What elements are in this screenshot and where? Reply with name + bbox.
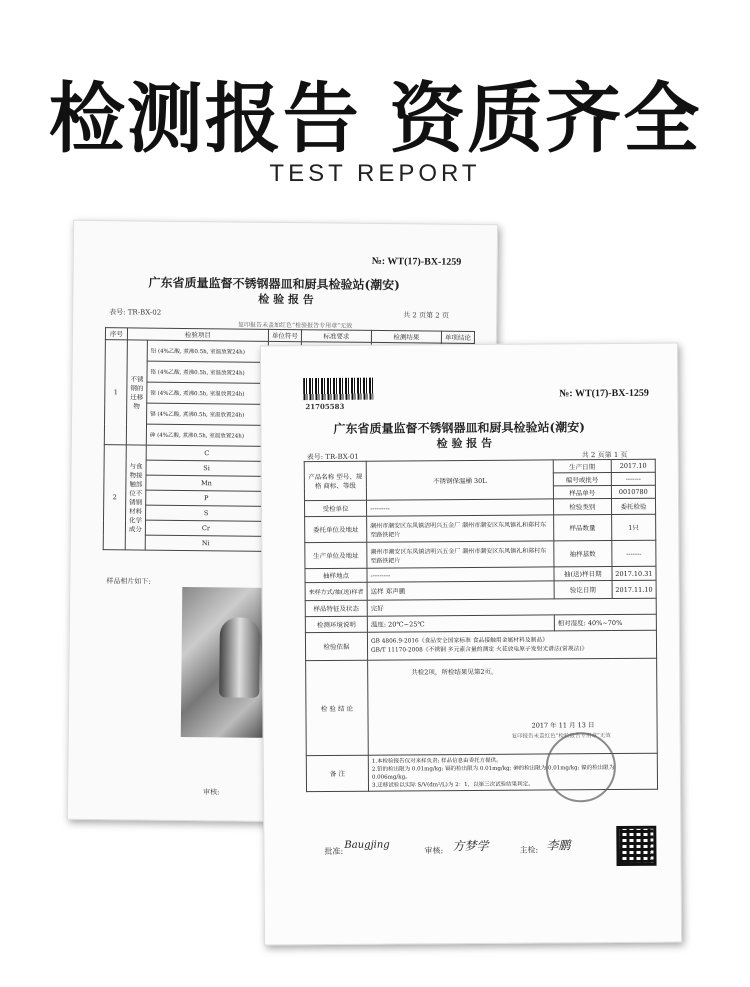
element-cell: Ni	[145, 535, 266, 551]
row-no: 2	[103, 445, 126, 550]
arrive-value: 2017.10.31	[612, 566, 656, 580]
stamp-note: 复印报告未盖红色“检验报告专用章”无效	[511, 733, 611, 740]
report-org: 广东省质量监督不锈钢器皿和厨具检验站(潮安)	[333, 420, 585, 436]
element-cell: C	[146, 445, 267, 461]
client-label: 受检单位	[304, 500, 366, 516]
sample-pot-image	[219, 617, 260, 697]
place-value: ---------	[367, 567, 554, 582]
form-number: 表号: TR-BX-01	[306, 452, 359, 462]
element-cell: Mn	[146, 475, 267, 491]
base-value: -------	[612, 540, 656, 566]
place-label: 抽样地点	[305, 568, 367, 582]
basis-line-2: GB/T 11170-2008《不锈钢 多元素含量的测定 火花放电原子发射光谱法(常规法)》	[371, 645, 588, 654]
item-cell: 铅 (4%乙酸, 煮沸0.5h, 室温放置24h)	[147, 340, 268, 362]
stamp-date: 2017 年 11 月 13 日	[531, 721, 595, 730]
approve-signature: Baugjing	[344, 839, 390, 851]
barcode	[303, 378, 373, 400]
row-no: 1	[104, 340, 127, 445]
batch-value: -------	[611, 472, 655, 485]
item-cell: 镍 (4%乙酸, 煮沸0.5h, 室温放置24h)	[147, 382, 268, 404]
basis-label: 检验依据	[305, 632, 367, 660]
arrive-label: 抽(送)样日期	[554, 567, 612, 581]
copy-notice: 复印报告未盖加红色“检验报告专用章”无效	[238, 321, 353, 330]
prod-date-value: 2017.10	[611, 459, 655, 472]
official-stamp	[546, 732, 616, 802]
remark-line: 3.迁移试验以实际 S/V(dm²/L)为 2：1，以第三次试验结果判定。	[371, 781, 534, 789]
type-label: 检验类别	[553, 499, 611, 515]
remark-label: 备 注	[306, 755, 368, 791]
col-std: 标准要求	[301, 330, 371, 343]
maker-label: 生产单位及地址	[305, 542, 367, 568]
row-category: 不锈钢的迁移物	[126, 340, 147, 445]
photo-label: 样品相片如下:	[106, 577, 151, 586]
reviewer-label: 审核:	[203, 788, 220, 797]
client-value: ---------	[366, 499, 553, 516]
batch-label: 编号或批号	[553, 473, 611, 486]
approve-label: 批准:	[324, 846, 344, 857]
qr-code	[616, 826, 656, 866]
col-judge: 单项结论	[441, 331, 474, 343]
report-title: 检 验 报 告	[258, 292, 314, 307]
remark-line: 1.本检验报告仅对来样负责; 样品信息由委托方提供。	[371, 757, 502, 765]
row-category: 与食物接触部位不锈钢材料化学成分	[125, 445, 146, 550]
sample-no-value: 0010780	[611, 485, 655, 498]
entrust-value: 潮州市潮安区东凤镇洁明兴五金厂 潮州市潮安区东凤镇礼和郑村东至路铁耙片	[367, 515, 554, 542]
barcode-number: 21705583	[305, 401, 345, 412]
finish-value: 2017.11.10	[612, 580, 656, 598]
env-label: 检测环境说明	[305, 616, 367, 632]
env-humidity: 相对湿度: 40%~70%	[554, 614, 656, 631]
report-number: №: WT(17)-BX-1259	[371, 255, 462, 268]
prod-date-label: 生产日期	[553, 460, 611, 473]
sample-no-label: 样品单号	[553, 486, 611, 499]
conclusion-cell	[368, 658, 658, 755]
finish-label: 验讫日期	[554, 581, 612, 599]
env-temp: 温度: 20℃~25℃	[367, 615, 554, 632]
review-label: 审核:	[424, 846, 444, 856]
remark-line: 2.铅的检出限为 0.01mg/kg; 镉的检出限为 0.01mg/kg; 砷的检出限为 0.01mg/kg; 镍的检出限为 0.006mg/kg。	[371, 764, 615, 781]
product-value: 不锈钢保温桶 30L	[366, 460, 553, 500]
qty-value: 1只	[611, 514, 655, 540]
basis-line-1: GB 4806.9-2016《食品安全国家标准 食品接触用金属材料及制品》	[370, 636, 549, 645]
method-value: 送样 郑声鹏	[367, 581, 554, 600]
col-item: 检验项目	[127, 328, 268, 341]
method-label: 来样方式/抽(送)样者	[305, 582, 367, 600]
main-test-signature: 李鹏	[546, 838, 571, 853]
element-cell: Cr	[145, 520, 266, 536]
product-label: 产品名称 型号、规格 商标、等级	[304, 461, 366, 500]
report-title: 检 验 报 告	[436, 436, 493, 451]
page-count: 共 2 页第 1 页	[581, 450, 628, 460]
report-page-1	[260, 343, 682, 946]
col-unit: 单位符号	[268, 329, 301, 341]
review-signature: 方梦学	[452, 838, 489, 854]
col-no: 序号	[105, 328, 127, 340]
maker-value: 潮州市潮安区东凤镇洁明兴五金厂 潮州市潮安区东凤镇礼和郑村东至路铁耙片	[367, 541, 554, 568]
element-cell: Si	[146, 460, 267, 476]
report-org: 广东省质量监督不锈钢器皿和厨具检验站(潮安)	[148, 275, 400, 293]
item-cell: 镉 (4%乙酸, 煮沸0.5h, 室温放置24h)	[147, 403, 268, 425]
page-headline: 检测报告 资质齐全	[48, 74, 702, 163]
qty-label: 样品数量	[553, 515, 611, 541]
type-value: 委托检验	[611, 498, 655, 514]
basis-value	[367, 630, 656, 660]
main-test-label: 主检:	[519, 845, 539, 855]
element-cell: P	[146, 490, 267, 506]
element-cell: S	[146, 505, 267, 521]
col-result: 检测结果	[371, 330, 441, 343]
conclusion-value: 共检2项，所检结果见第2页。	[411, 667, 498, 677]
entrust-label: 委托单位及地址	[305, 516, 367, 542]
base-label: 抽样基数	[554, 541, 612, 567]
form-number: 表号: TR-BX-02	[109, 308, 162, 317]
page-subtitle: TEST REPORT	[269, 160, 481, 187]
state-label: 样品特征及状态	[305, 600, 367, 616]
item-cell: 砷 (4%乙酸, 煮沸0.5h, 室温放置24h)	[146, 424, 267, 446]
page-count: 共 2 页第 2 页	[403, 311, 450, 320]
state-value: 完好	[367, 598, 656, 616]
report-number: №: WT(17)-BX-1259	[559, 387, 649, 400]
conclusion-label: 检 验 结 论	[306, 660, 369, 755]
item-cell: 铬 (4%乙酸, 煮沸0.5h, 室温放置24h)	[147, 361, 268, 383]
